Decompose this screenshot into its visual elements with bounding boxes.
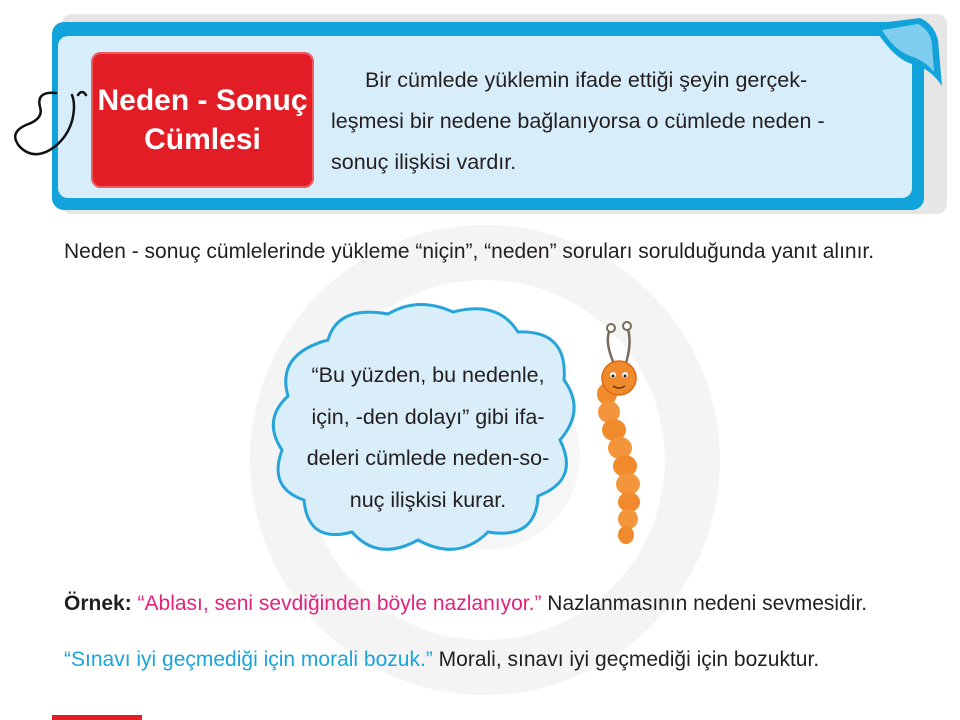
example-1-quote: “Ablası, seni sevdiğinden böyle nazlanıyor.” [137, 592, 542, 615]
title-box [91, 52, 314, 188]
page-fold-icon [872, 18, 942, 88]
cloud-line-1: “Bu yüzden, bu nedenle, [311, 363, 545, 387]
cloud-line-2: için, -den dolayı” gibi ifa- [311, 404, 545, 429]
example-2-explanation: Morali, sınavı iyi geçmediği için bozuktur. [438, 648, 820, 671]
definition-line-3: sonuç ilişkisi vardır. [331, 150, 517, 174]
example-label: Örnek: [64, 592, 132, 615]
corner-decoration [52, 715, 142, 720]
worm-icon [585, 320, 665, 555]
example-2 [64, 648, 819, 672]
example-1 [64, 592, 867, 616]
definition-line-2: leşmesi bir nedene bağlanıyorsa o cümlede neden - [331, 109, 825, 133]
hook-doodle-icon [6, 85, 96, 165]
intro-sentence: Neden - sonuç cümlelerinde yükleme “niçin”, “neden” soruları sorulduğunda yanıt alınır. [64, 240, 875, 263]
title-line-1: Neden - Sonuç [97, 84, 308, 117]
title-line-2: Cümlesi [144, 123, 261, 156]
cloud-text [283, 355, 573, 521]
example-1-explanation: Nazlanmasının nedeni sevmesidir. [547, 592, 868, 615]
cloud-line-4: nuç ilişkisi kurar. [349, 487, 507, 512]
definition-text [331, 60, 851, 183]
cloud-line-3: deleri cümlede neden-so- [306, 446, 550, 470]
definition-line-1: Bir cümlede yüklemin ifade ettiği şeyin gerçek- [365, 68, 808, 92]
example-2-quote: “Sınavı iyi geçmediği için morali bozuk.” [64, 648, 433, 671]
